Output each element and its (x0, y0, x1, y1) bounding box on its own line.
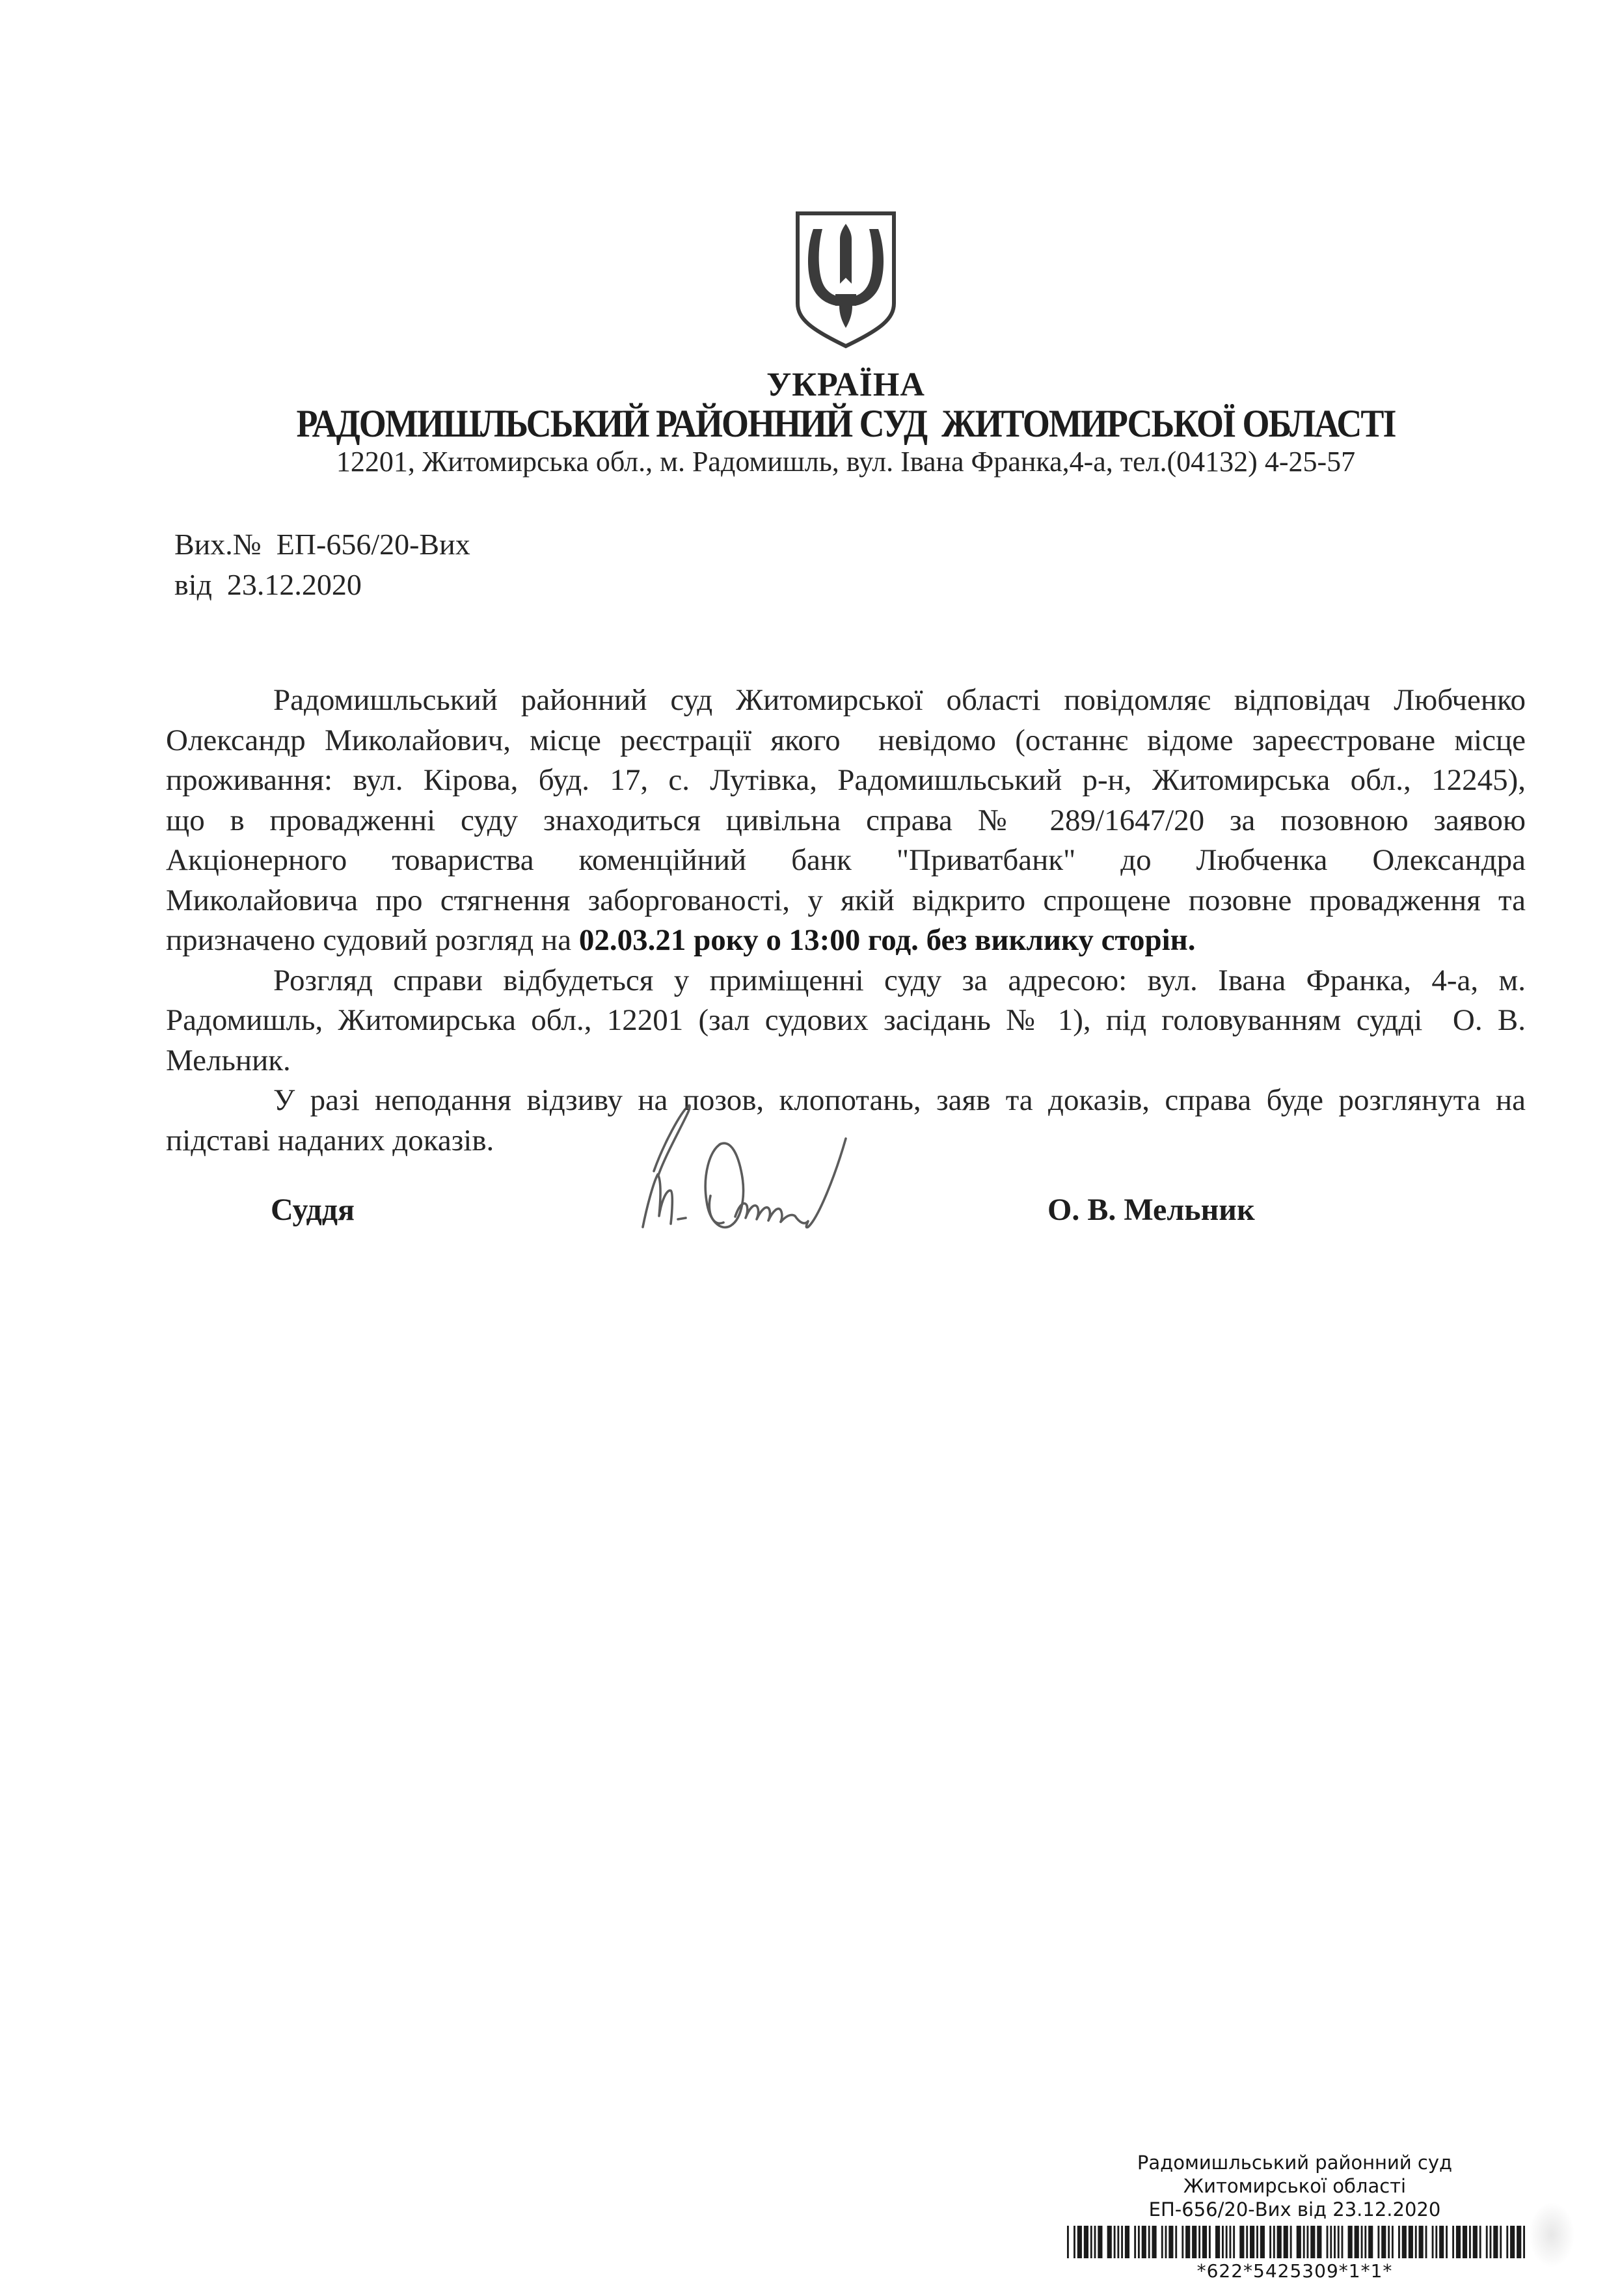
body-line: Розгляд справи відбудеться у приміщенні суду за адресою: вул. Івана Франка, 4-а, м. (273, 963, 1526, 997)
ukraine-coat-of-arms-icon (791, 207, 900, 359)
reference-block (174, 524, 470, 605)
signature-role: Суддя (271, 1193, 355, 1227)
handwritten-signature (638, 1098, 859, 1241)
body-line: Радомишльський районний суд Житомирської області повідомляє відповідач Любченко (273, 683, 1526, 717)
scan-artifact (1529, 2202, 1574, 2267)
signature-name: О. В. Мельник (1047, 1193, 1255, 1227)
body-line: Миколайовича про стягнення заборгованості, у якій відкрито спрощене позовне провадження та (166, 883, 1526, 917)
body-line: Радомишль, Житомирська обл., 12201 (зал судових засідань № 1), під головуванням судді О. В. (166, 1003, 1526, 1037)
court-name: РАДОМИШЛЬСЬКИЙ РАЙОННИЙ СУД ЖИТОМИРСЬКОЇ ОБЛАСТІ (296, 401, 1396, 446)
court-address: 12201, Житомирська обл., м. Радомишль, вул. Івана Франка,4-а, тел.(04132) 4-25-57 (336, 446, 1356, 478)
body-line: Мельник. (166, 1043, 291, 1077)
body-line: У разі неподання відзиву на позов, клопотань, заяв та доказів, справа буде розглянута на (273, 1083, 1526, 1117)
outgoing-date: від 23.12.2020 (174, 568, 362, 601)
barcode (1067, 2226, 1525, 2258)
footer-court-line1: Радомишльський районний суд (1137, 2152, 1453, 2174)
footer-stamp (1067, 2151, 1522, 2283)
body-line: призначено судовий розгляд на 02.03.21 року о 13:00 год. без виклику сторін. (166, 923, 1196, 957)
trident-shield-icon (791, 207, 900, 359)
barcode-caption: *622*5425309*1*1* (1196, 2260, 1393, 2282)
country-title: УКРАЇНА (766, 366, 925, 403)
body-line: підставі наданих доказів. (166, 1123, 494, 1157)
body-line: Акціонерного товариства коменційний банк "Приватбанк" до Любченка Олександра (166, 843, 1526, 877)
outgoing-number: Вих.№ ЕП-656/20-Вих (174, 528, 470, 561)
document-body (166, 681, 1526, 1161)
footer-court-line2: Житомирської області (1183, 2175, 1407, 2197)
body-line: що в провадженні суду знаходиться цивільна справа № 289/1647/20 за позовною заявою (166, 803, 1526, 837)
body-line: Олександр Миколайович, місце реєстрації якого невідомо (останнє відоме зареєстроване місце (166, 723, 1526, 757)
footer-case-line: ЕП-656/20-Вих від 23.12.2020 (1148, 2198, 1441, 2221)
body-line: проживання: вул. Кірова, буд. 17, с. Лутівка, Радомишльський р-н, Житомирська обл., 12245), (166, 763, 1526, 797)
